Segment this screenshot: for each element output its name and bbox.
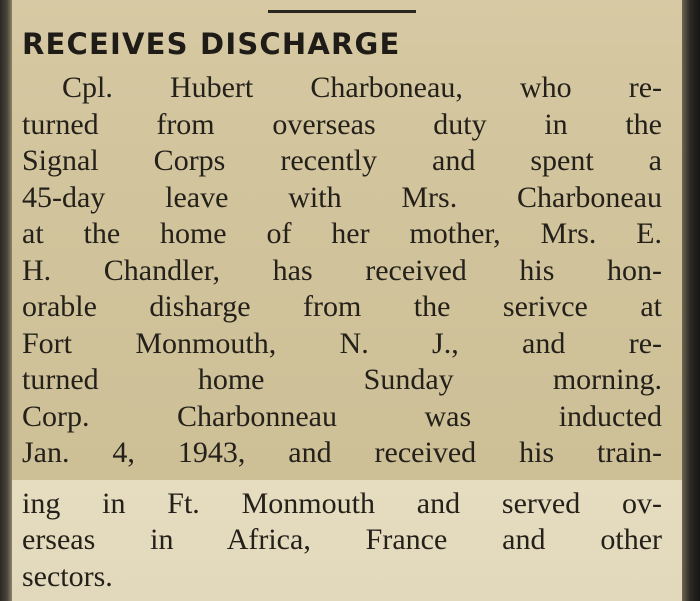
article-line: H. Chandler, has received his hon- [22,253,662,287]
article-body [22,70,662,595]
article-line: erseas in Africa, France and other [22,523,662,556]
article-line: Signal Corps recently and spent a [22,144,662,177]
fold-gap [22,472,662,486]
article-line: Fort Monmouth, N. J., and re- [22,326,662,360]
article-line: 45-day leave with Mrs. Charboneau [22,180,662,214]
article-headline: RECEIVES DISCHARGE [22,27,401,61]
article-line: ing in Ft. Monmouth and served ov- [22,486,662,520]
article-line: at the home of her mother, Mrs. E. [22,217,662,250]
article-line: turned home Sunday morning. [22,363,662,396]
article-line: orable disharge from the serivce at [22,290,662,323]
article-line: turned from overseas duty in the [22,107,662,141]
article-line: Cpl. Hubert Charboneau, who re- [62,71,662,104]
article-line: Jan. 4, 1943, and received his train- [22,436,662,469]
clipping-left-edge [0,0,12,601]
clipping-right-edge [682,0,700,601]
article-line: sectors. [22,559,113,593]
column-rule [268,10,416,13]
article-line: Corp. Charbonneau was inducted [22,399,662,433]
